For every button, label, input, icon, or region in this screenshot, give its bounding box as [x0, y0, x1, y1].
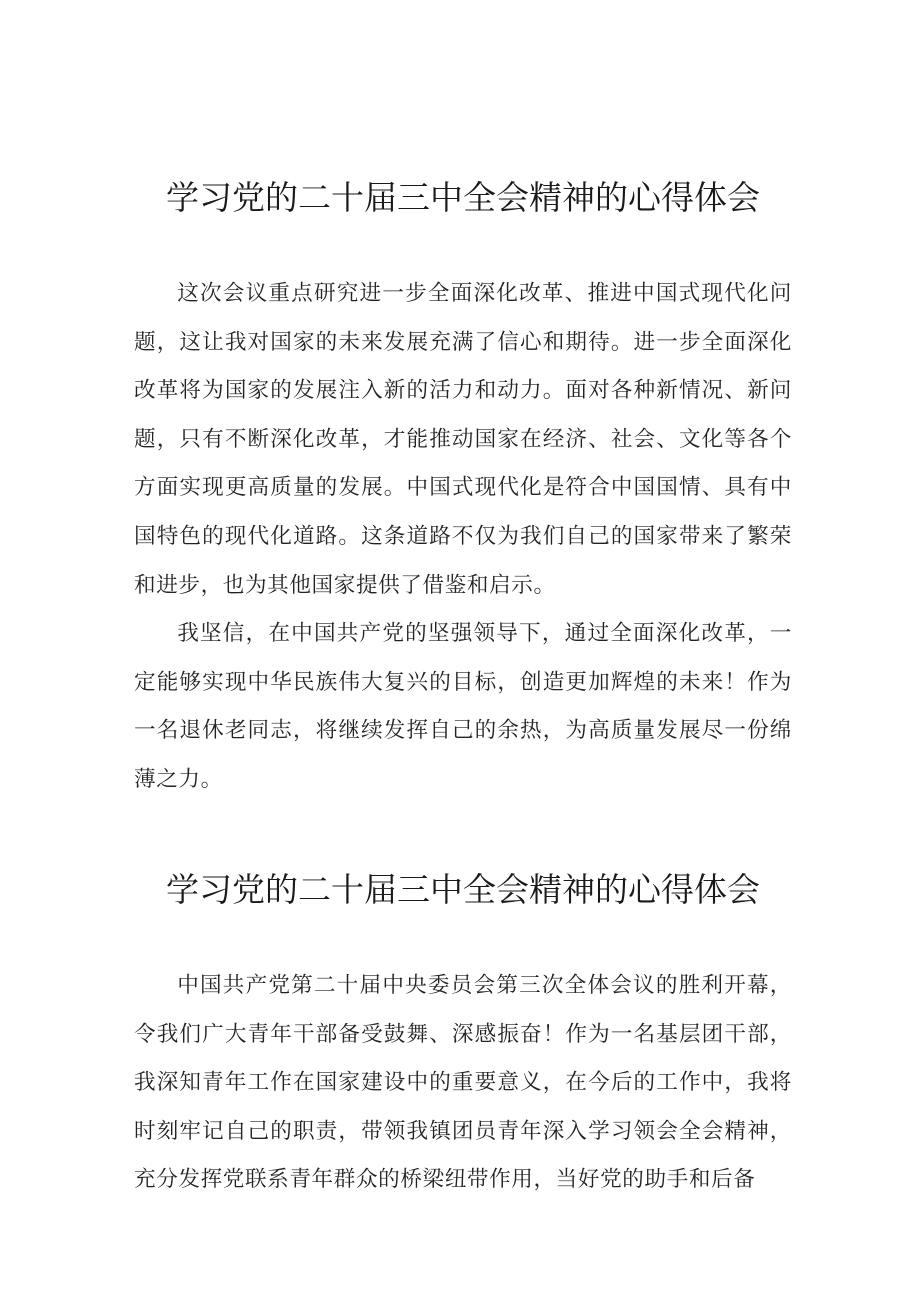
article-body: [134, 962, 792, 1205]
paragraph: 中国共产党第二十届中央委员会第三次全体会议的胜利开幕，令我们广大青年干部备受鼓舞、深感振奋！作为一名基层团干部，我深知青年工作在国家建设中的重要意义，在今后的工作中，我将时刻牢记自己的职责，带领我镇团员青年深入学习领会全会精神，充分发挥党联系青年群众的桥梁纽带作用，当好党的助手和后备: [134, 973, 792, 1193]
article-title: 学习党的二十届三中全会精神的心得体会: [166, 870, 760, 909]
article-title: 学习党的二十届三中全会精神的心得体会: [166, 178, 760, 217]
article-1: [134, 168, 792, 805]
paragraph: 我坚信，在中国共产党的坚强领导下，通过全面深化改革，一定能够实现中华民族伟大复兴的目标，创造更加辉煌的未来！作为一名退休老同志，将继续发挥自己的余热，为高质量发展尽一份绵薄之力。: [134, 621, 792, 792]
article-body: [134, 270, 792, 805]
paragraph: 这次会议重点研究进一步全面深化改革、推进中国式现代化问题，这让我对国家的未来发展充满了信心和期待。进一步全面深化改革将为国家的发展注入新的活力和动力。面对各种新情况、新问题，只有不断深化改革，才能推动国家在经济、社会、文化等各个方面实现更高质量的发展。中国式现代化是符合中国国情、具有中国特色的现代化道路。这条道路不仅为我们自己的国家带来了繁荣和进步，也为其他国家提供了借鉴和启示。: [134, 281, 792, 598]
article-2: [134, 860, 792, 1205]
